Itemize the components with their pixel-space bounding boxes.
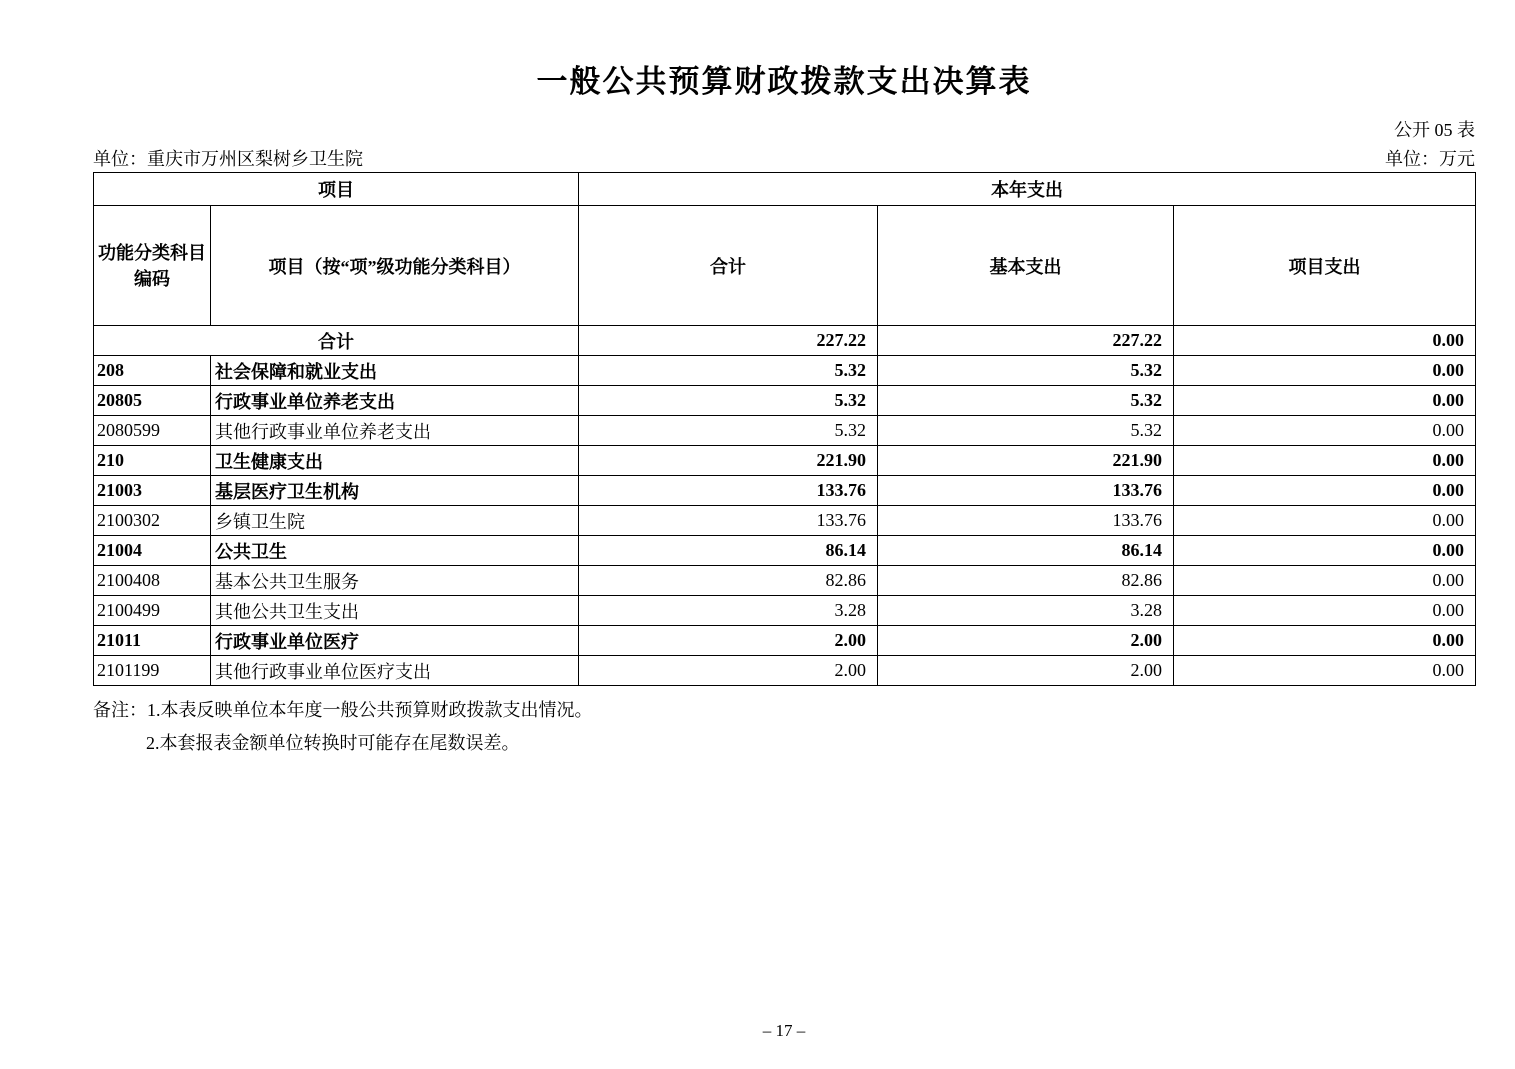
cell-name: 其他行政事业单位养老支出 (211, 416, 579, 446)
cell-total: 82.86 (579, 566, 878, 596)
cell-basic: 86.14 (878, 536, 1174, 566)
cell-name: 其他行政事业单位医疗支出 (211, 656, 579, 686)
table-row (94, 386, 1476, 416)
cell-project-expense: 0.00 (1174, 536, 1476, 566)
cell-total: 2.00 (579, 626, 878, 656)
cell-project-expense: 0.00 (1174, 446, 1476, 476)
header-basic-expense: 基本支出 (878, 206, 1174, 326)
cell-name: 乡镇卫生院 (211, 506, 579, 536)
cell-code: 21004 (94, 536, 211, 566)
header-project-name: 项目（按“项”级功能分类科目） (211, 206, 579, 326)
cell-name: 卫生健康支出 (211, 446, 579, 476)
table-row (94, 506, 1476, 536)
cell-basic: 133.76 (878, 476, 1174, 506)
header-function-code-line2: 编码 (134, 268, 170, 289)
header-function-code (94, 206, 211, 326)
cell-basic: 5.32 (878, 356, 1174, 386)
cell-project-expense: 0.00 (1174, 596, 1476, 626)
cell-code: 2080599 (94, 416, 211, 446)
cell-basic: 2.00 (878, 626, 1174, 656)
table-body (94, 326, 1476, 686)
cell-basic: 2.00 (878, 656, 1174, 686)
cell-code: 208 (94, 356, 211, 386)
cell-total: 5.32 (579, 386, 878, 416)
org-unit-label: 单位：重庆市万州区梨树乡卫生院 (93, 149, 363, 169)
cell-total: 221.90 (579, 446, 878, 476)
header-total: 合计 (579, 206, 878, 326)
cell-code: 2101199 (94, 656, 211, 686)
cell-basic: 221.90 (878, 446, 1174, 476)
cell-basic: 227.22 (878, 326, 1174, 356)
cell-name: 公共卫生 (211, 536, 579, 566)
table-row (94, 566, 1476, 596)
cell-total: 3.28 (579, 596, 878, 626)
cell-basic: 5.32 (878, 386, 1174, 416)
cell-name: 其他公共卫生支出 (211, 596, 579, 626)
cell-project-expense: 0.00 (1174, 416, 1476, 446)
cell-code: 2100499 (94, 596, 211, 626)
cell-total: 2.00 (579, 656, 878, 686)
meta-line (93, 145, 1475, 171)
cell-code: 21003 (94, 476, 211, 506)
cell-project-expense: 0.00 (1174, 386, 1476, 416)
cell-project-expense: 0.00 (1174, 656, 1476, 686)
cell-basic: 133.76 (878, 506, 1174, 536)
cell-total: 5.32 (579, 356, 878, 386)
expenditure-table (93, 172, 1476, 686)
table-row (94, 356, 1476, 386)
cell-code: 210 (94, 446, 211, 476)
cell-project-expense: 0.00 (1174, 326, 1476, 356)
table-header (94, 173, 1476, 326)
note-1-text: 1.本表反映单位本年度一般公共预算财政拨款支出情况。 (147, 700, 593, 720)
cell-code: 21011 (94, 626, 211, 656)
cell-name: 基层医疗卫生机构 (211, 476, 579, 506)
cell-total: 5.32 (579, 416, 878, 446)
header-group-row (94, 173, 1476, 206)
table-row (94, 416, 1476, 446)
table-row (94, 446, 1476, 476)
notes-label: 备注： (93, 700, 147, 720)
cell-basic: 5.32 (878, 416, 1174, 446)
cell-code: 2100408 (94, 566, 211, 596)
note-line-2 (93, 732, 593, 754)
cell-project-expense: 0.00 (1174, 356, 1476, 386)
cell-code: 2100302 (94, 506, 211, 536)
cell-project-expense: 0.00 (1174, 476, 1476, 506)
table-row (94, 596, 1476, 626)
note-2-text: 2.本套报表金额单位转换时可能存在尾数误差。 (146, 733, 520, 753)
header-function-code-line1: 功能分类科目 (98, 242, 206, 263)
table-code-label: 公开 05 表 (1394, 120, 1475, 140)
table-row (94, 536, 1476, 566)
cell-project-expense: 0.00 (1174, 566, 1476, 596)
cell-total: 133.76 (579, 476, 878, 506)
cell-name: 基本公共卫生服务 (211, 566, 579, 596)
page-title: 一般公共预算财政拨款支出决算表 (536, 64, 1032, 99)
notes-block (93, 699, 593, 765)
cell-basic: 3.28 (878, 596, 1174, 626)
header-column-row (94, 206, 1476, 326)
table-row (94, 326, 1476, 356)
cell-total: 227.22 (579, 326, 878, 356)
cell-basic: 82.86 (878, 566, 1174, 596)
header-year-expense-group: 本年支出 (579, 173, 1476, 206)
table-row (94, 626, 1476, 656)
currency-unit-label: 单位：万元 (1385, 149, 1475, 169)
note-line-1 (93, 699, 593, 721)
header-project-expense: 项目支出 (1174, 206, 1476, 326)
cell-name: 行政事业单位养老支出 (211, 386, 579, 416)
cell-project-expense: 0.00 (1174, 626, 1476, 656)
cell-total: 86.14 (579, 536, 878, 566)
cell-name: 行政事业单位医疗 (211, 626, 579, 656)
cell-total: 133.76 (579, 506, 878, 536)
cell-code: 20805 (94, 386, 211, 416)
cell-name: 社会保障和就业支出 (211, 356, 579, 386)
table-row (94, 656, 1476, 686)
table-row (94, 476, 1476, 506)
cell-project-expense: 0.00 (1174, 506, 1476, 536)
page-number: – 17 – (762, 1021, 806, 1040)
cell-name: 合计 (94, 326, 579, 356)
header-project-group: 项目 (94, 173, 579, 206)
